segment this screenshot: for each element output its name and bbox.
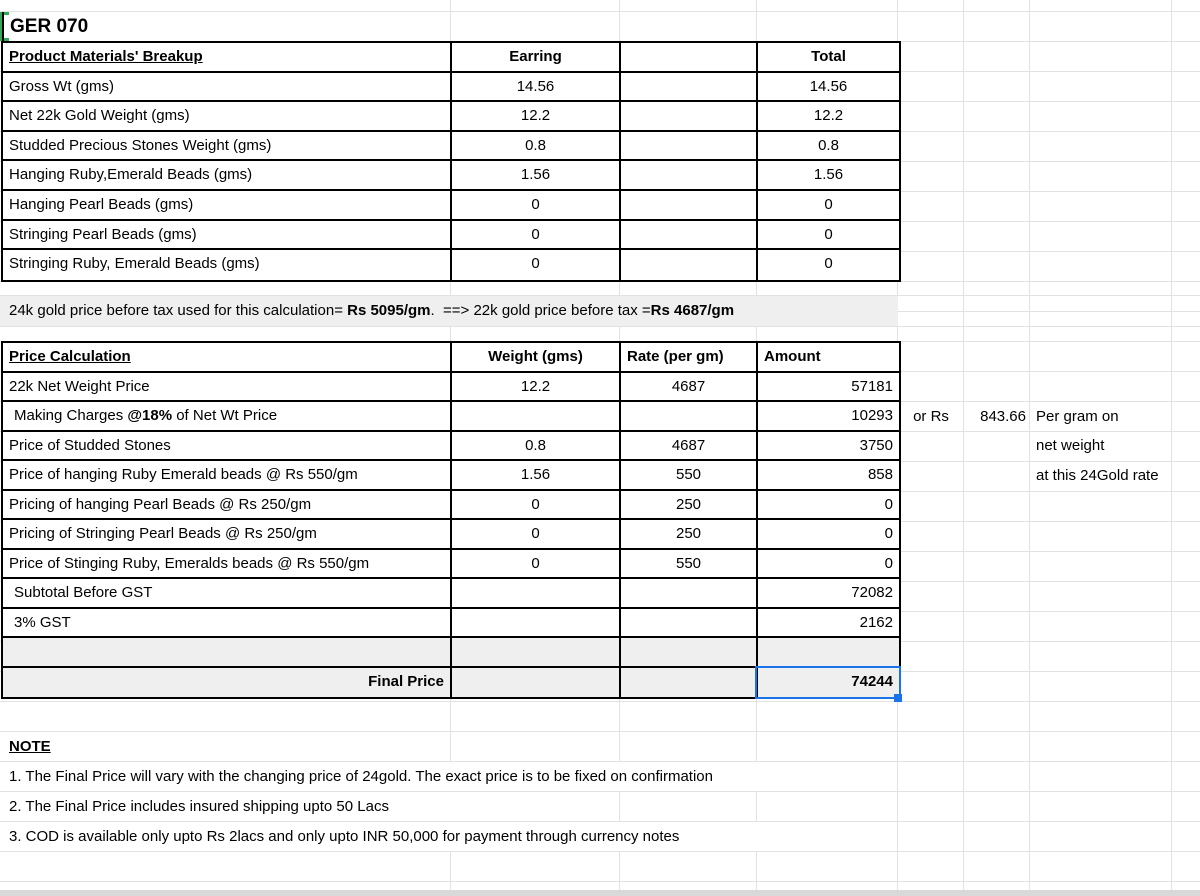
- column-header-earring[interactable]: Earring: [452, 43, 621, 73]
- empty-cell[interactable]: [452, 668, 621, 698]
- value-cell[interactable]: 0: [758, 250, 899, 280]
- sheet-title-cell[interactable]: GER 070: [10, 16, 89, 37]
- side-note-cell[interactable]: net weight: [1036, 437, 1105, 454]
- label-cell[interactable]: [3, 402, 452, 432]
- gold-rate-note-text: . ==> 22k gold price before tax =: [430, 302, 651, 319]
- final-price-label-cell[interactable]: Final Price: [3, 668, 452, 698]
- or-rs-cell[interactable]: or Rs: [913, 408, 949, 425]
- rate-cell[interactable]: 550: [621, 461, 758, 491]
- gold-rate-22k-value: Rs 4687/gm: [650, 302, 735, 319]
- amount-cell[interactable]: 0: [758, 520, 899, 550]
- selected-cell-outline[interactable]: [755, 666, 901, 699]
- gold-rate-note-text: 24k gold price before tax used for this calculation=: [9, 302, 348, 319]
- final-price-amount-cell[interactable]: 74244: [758, 668, 899, 698]
- empty-cell[interactable]: [621, 668, 758, 698]
- empty-cell[interactable]: [621, 402, 758, 432]
- weight-cell[interactable]: 12.2: [452, 373, 621, 403]
- amount-cell[interactable]: 858: [758, 461, 899, 491]
- weight-cell[interactable]: 0: [452, 550, 621, 580]
- gridline-vertical: [1029, 0, 1030, 896]
- empty-cell[interactable]: [452, 402, 621, 432]
- making-charge-percent: @18%: [127, 407, 173, 424]
- label-text: of Net Wt Price: [172, 407, 278, 424]
- label-cell[interactable]: Hanging Ruby,Emerald Beads (gms): [3, 161, 452, 191]
- column-header-amount[interactable]: Amount: [758, 343, 899, 373]
- bottom-edge-bar: [0, 890, 1200, 896]
- rate-cell[interactable]: 250: [621, 520, 758, 550]
- value-cell[interactable]: 12.2: [452, 102, 621, 132]
- amount-cell[interactable]: 57181: [758, 373, 899, 403]
- note-item-cell[interactable]: 3. COD is available only upto Rs 2lacs and only upto INR 50,000 for payment through currency notes: [0, 822, 897, 851]
- label-cell[interactable]: Price of hanging Ruby Emerald beads @ Rs 550/gm: [3, 461, 452, 491]
- weight-cell[interactable]: 0: [452, 491, 621, 521]
- weight-cell[interactable]: 1.56: [452, 461, 621, 491]
- empty-cell[interactable]: [621, 191, 758, 221]
- empty-cell[interactable]: [621, 638, 758, 668]
- label-cell[interactable]: Pricing of hanging Pearl Beads @ Rs 250/gm: [3, 491, 452, 521]
- side-note-cell[interactable]: at this 24Gold rate: [1036, 467, 1159, 484]
- amount-cell[interactable]: 0: [758, 491, 899, 521]
- empty-cell[interactable]: [452, 579, 621, 609]
- label-cell[interactable]: 22k Net Weight Price: [3, 373, 452, 403]
- column-header-total[interactable]: Total: [758, 43, 899, 73]
- value-cell[interactable]: 1.56: [452, 161, 621, 191]
- gridline-horizontal: [0, 326, 1200, 327]
- value-cell[interactable]: 0: [452, 221, 621, 251]
- value-cell[interactable]: 14.56: [758, 73, 899, 103]
- label-text: Making Charges: [14, 407, 128, 424]
- gold-rate-note-cell[interactable]: [0, 296, 898, 326]
- value-cell[interactable]: 0: [452, 191, 621, 221]
- empty-cell[interactable]: [621, 73, 758, 103]
- label-cell[interactable]: 3% GST: [3, 609, 452, 639]
- column-header-weight[interactable]: Weight (gms): [452, 343, 621, 373]
- value-cell[interactable]: 14.56: [452, 73, 621, 103]
- label-cell[interactable]: Hanging Pearl Beads (gms): [3, 191, 452, 221]
- empty-cell[interactable]: [621, 102, 758, 132]
- materials-table-title-cell[interactable]: Product Materials' Breakup: [3, 43, 452, 73]
- title-cell-border: [2, 12, 4, 41]
- label-cell[interactable]: Price of Stinging Ruby, Emeralds beads @ Rs 550/gm: [3, 550, 452, 580]
- amount-cell[interactable]: 10293: [758, 402, 899, 432]
- value-cell[interactable]: 0: [758, 191, 899, 221]
- amount-cell[interactable]: 2162: [758, 609, 899, 639]
- value-cell[interactable]: 12.2: [758, 102, 899, 132]
- gold-rate-24k-value: Rs 5095/gm: [347, 302, 431, 319]
- empty-cell[interactable]: [3, 638, 452, 668]
- column-header-rate[interactable]: Rate (per gm): [621, 343, 758, 373]
- gridline-vertical: [963, 0, 964, 896]
- weight-cell[interactable]: 0: [452, 520, 621, 550]
- empty-cell[interactable]: [621, 579, 758, 609]
- rate-cell[interactable]: 250: [621, 491, 758, 521]
- per-gram-value-cell[interactable]: 843.66: [980, 408, 1026, 425]
- value-cell[interactable]: 0: [452, 250, 621, 280]
- side-note-cell[interactable]: Per gram on: [1036, 408, 1119, 425]
- fill-handle[interactable]: [894, 694, 902, 702]
- value-cell[interactable]: 1.56: [758, 161, 899, 191]
- value-cell[interactable]: 0.8: [758, 132, 899, 162]
- empty-cell[interactable]: [621, 161, 758, 191]
- empty-cell[interactable]: [452, 609, 621, 639]
- empty-cell[interactable]: [621, 221, 758, 251]
- empty-cell[interactable]: [621, 132, 758, 162]
- label-cell[interactable]: Stringing Ruby, Emerald Beads (gms): [3, 250, 452, 280]
- label-cell[interactable]: Net 22k Gold Weight (gms): [3, 102, 452, 132]
- label-cell[interactable]: Price of Studded Stones: [3, 432, 452, 462]
- empty-cell[interactable]: [621, 609, 758, 639]
- price-calculation-table: [1, 341, 901, 699]
- empty-cell[interactable]: [452, 638, 621, 668]
- label-cell[interactable]: Subtotal Before GST: [3, 579, 452, 609]
- materials-table: [1, 41, 901, 282]
- label-cell[interactable]: Gross Wt (gms): [3, 73, 452, 103]
- rate-cell[interactable]: 550: [621, 550, 758, 580]
- amount-cell[interactable]: 3750: [758, 432, 899, 462]
- note-item-cell[interactable]: 2. The Final Price includes insured shipping upto 50 Lacs: [0, 792, 619, 821]
- value-cell[interactable]: 0.8: [452, 132, 621, 162]
- weight-cell[interactable]: 0.8: [452, 432, 621, 462]
- value-cell[interactable]: 0: [758, 221, 899, 251]
- rate-cell[interactable]: 4687: [621, 432, 758, 462]
- label-cell[interactable]: Stringing Pearl Beads (gms): [3, 221, 452, 251]
- amount-cell[interactable]: 0: [758, 550, 899, 580]
- label-cell[interactable]: Studded Precious Stones Weight (gms): [3, 132, 452, 162]
- note-item-cell[interactable]: 1. The Final Price will vary with the changing price of 24gold. The exact price is to be fixed on confirmation: [0, 762, 897, 791]
- rate-cell[interactable]: 4687: [621, 373, 758, 403]
- gridline-vertical: [1171, 0, 1172, 896]
- empty-cell[interactable]: [758, 638, 899, 668]
- note-heading-cell[interactable]: NOTE: [0, 732, 450, 761]
- empty-cell[interactable]: [621, 43, 758, 73]
- empty-cell[interactable]: [621, 250, 758, 280]
- amount-cell[interactable]: 72082: [758, 579, 899, 609]
- price-table-title-cell[interactable]: Price Calculation: [3, 343, 452, 373]
- label-cell[interactable]: Pricing of Stringing Pearl Beads @ Rs 250/gm: [3, 520, 452, 550]
